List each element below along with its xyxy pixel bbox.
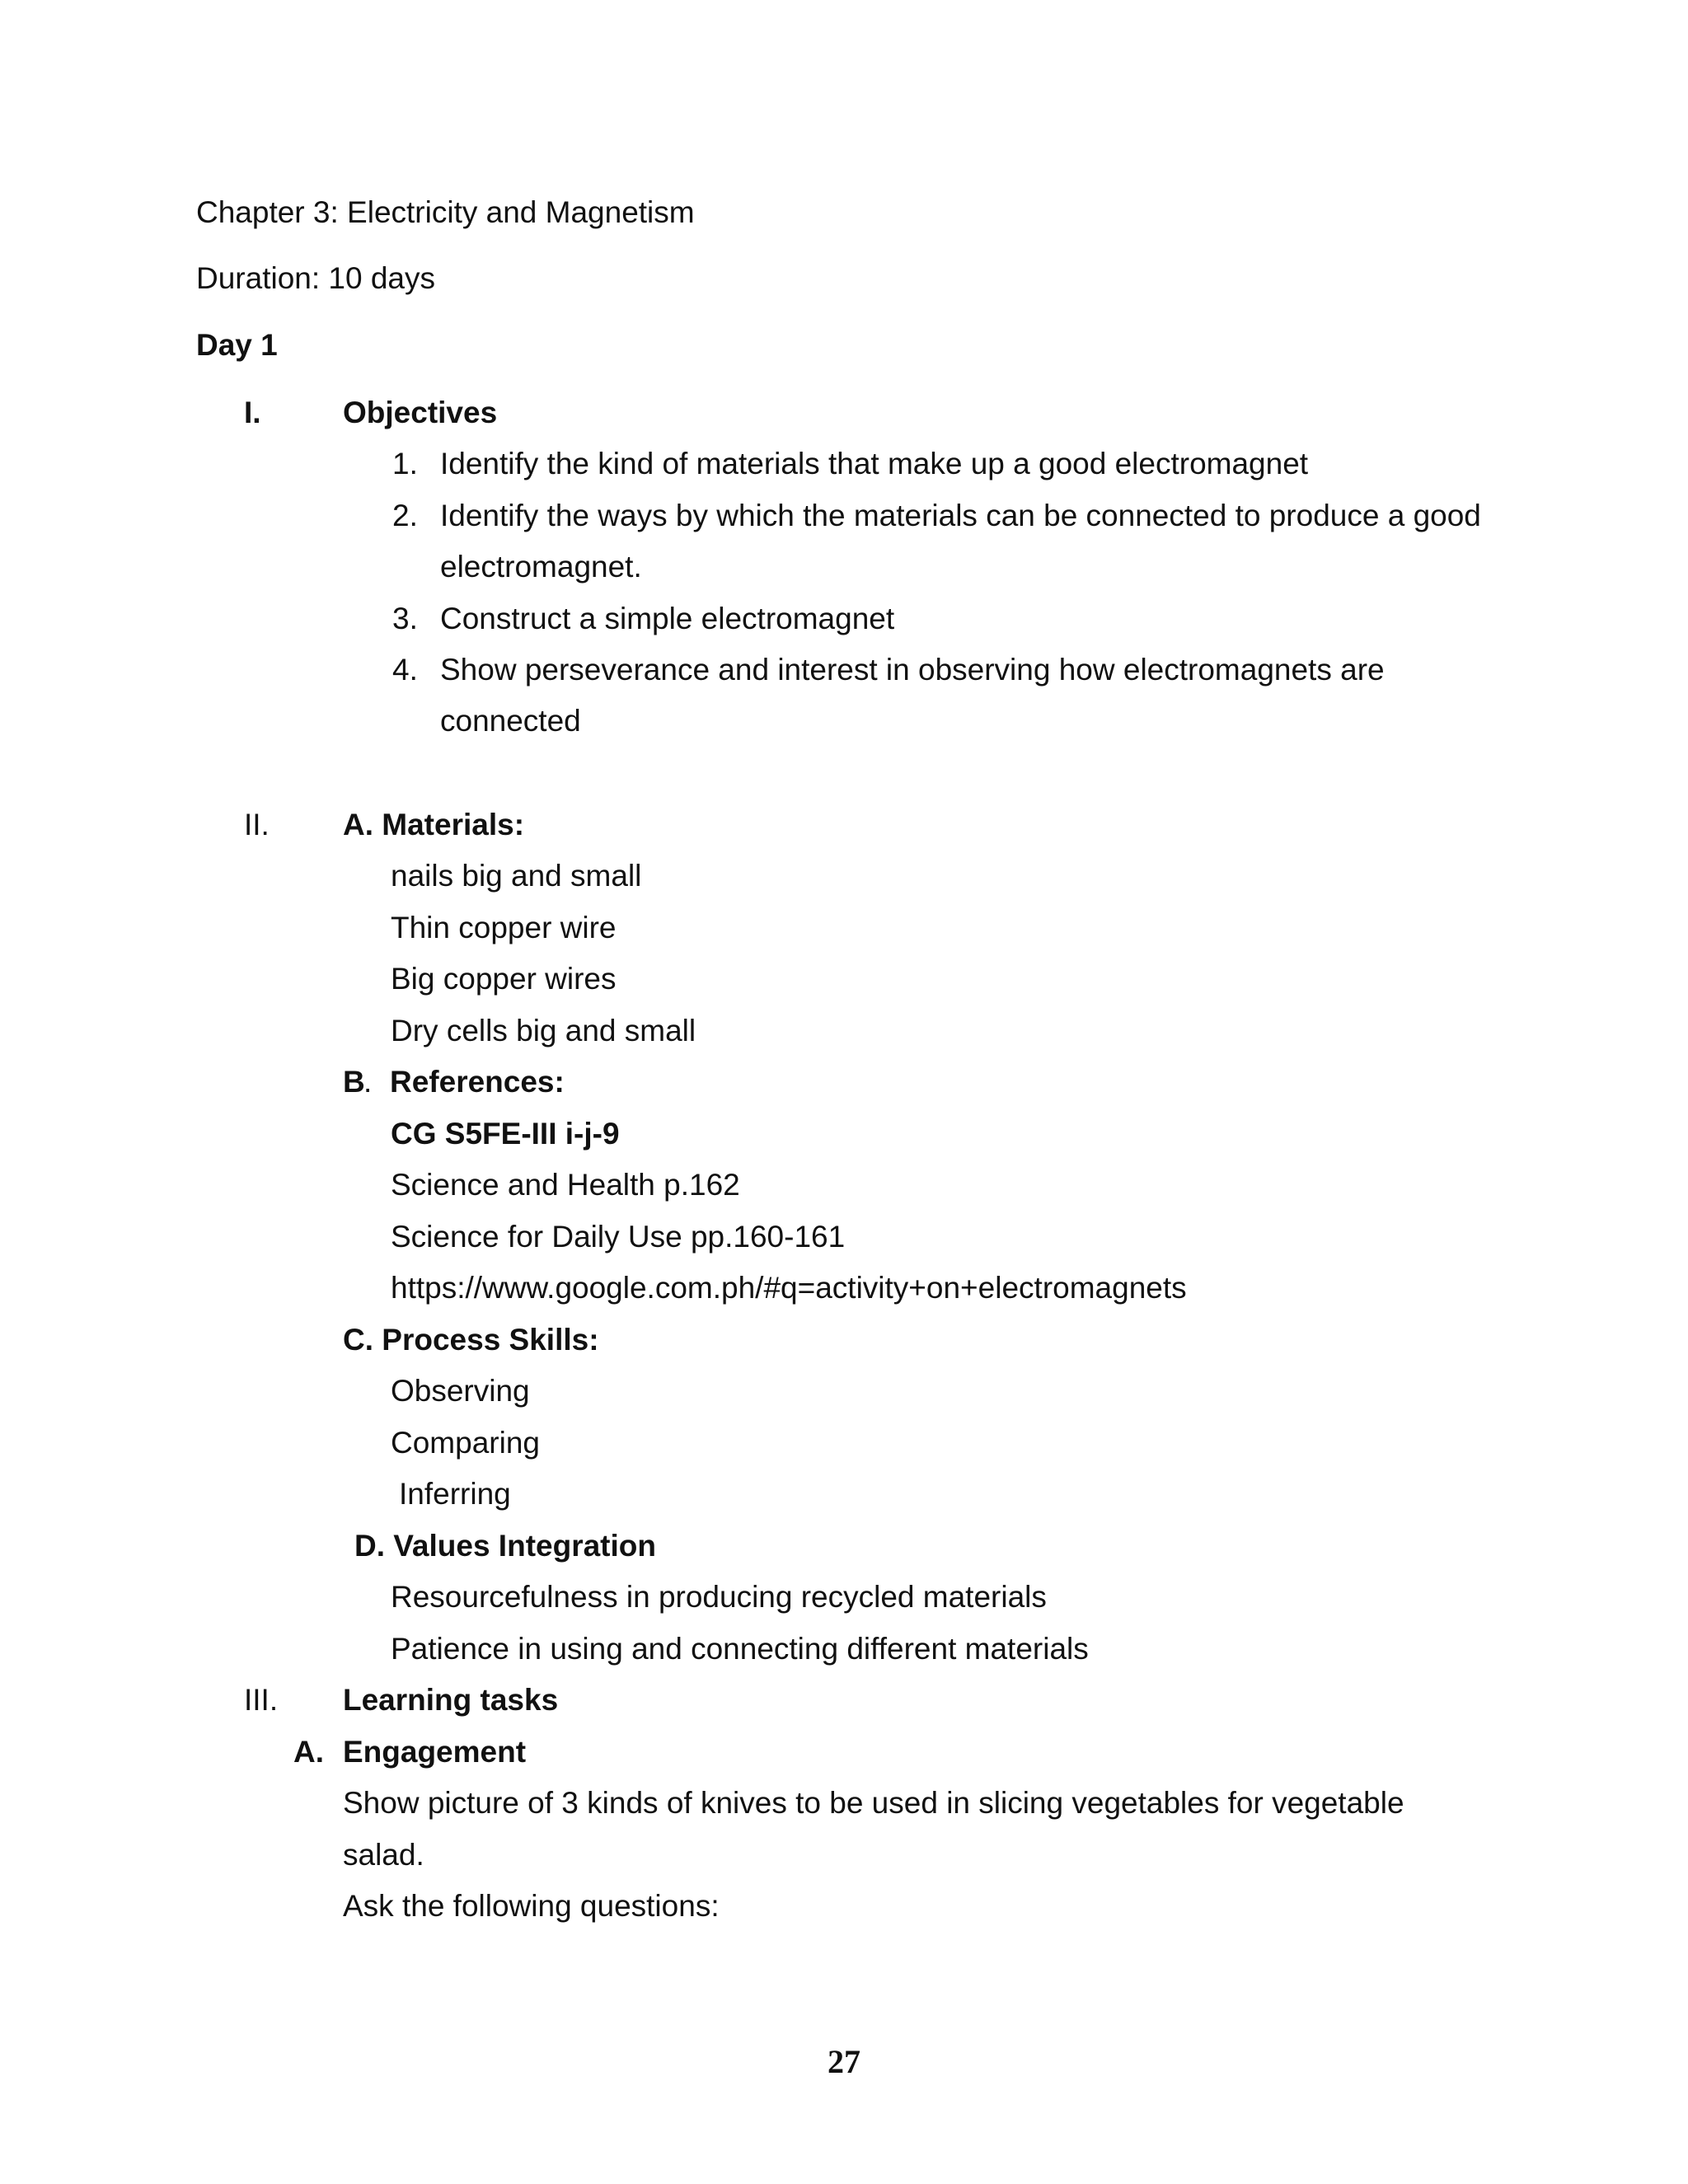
objective-4-text: Show perseverance and interest in observing how electromagnets are: [440, 653, 1385, 687]
objective-4-text-cont: connected: [440, 704, 581, 738]
objective-1-number: 1.: [392, 447, 418, 480]
duration: Duration: 10 days: [196, 261, 436, 295]
engagement-heading: Engagement: [343, 1735, 527, 1769]
values-integration-heading: D. Values Integration: [354, 1529, 656, 1563]
process-skill-item: Comparing: [391, 1426, 540, 1460]
value-item: Patience in using and connecting different materials: [391, 1632, 1089, 1666]
engagement-question-intro: Ask the following questions:: [343, 1889, 720, 1923]
references-dot: .: [363, 1065, 373, 1099]
objective-2-text: Identify the ways by which the materials can be connected to produce a good: [440, 499, 1481, 532]
process-skill-item: Observing: [391, 1374, 530, 1408]
objective-2-text-cont: electromagnet.: [440, 550, 642, 583]
references-heading: References:: [390, 1065, 565, 1099]
objectives-heading: Objectives: [343, 396, 498, 429]
process-skill-item: Inferring: [399, 1477, 511, 1511]
section-1-numeral: I.: [244, 396, 261, 429]
reference-item: Science and Health p.162: [391, 1168, 740, 1202]
objective-3-number: 3.: [392, 602, 418, 635]
chapter-title: Chapter 3: Electricity and Magnetism: [196, 195, 695, 229]
reference-link: https://www.google.com.ph/#q=activity+on+electromagnets: [391, 1271, 1187, 1305]
day-heading: Day 1: [196, 328, 278, 362]
engagement-text-cont: salad.: [343, 1838, 424, 1872]
process-skills-heading: C. Process Skills:: [343, 1323, 599, 1357]
material-item: Thin copper wire: [391, 911, 617, 944]
materials-heading: A. Materials:: [343, 808, 525, 841]
material-item: nails big and small: [391, 859, 642, 893]
reference-item: Science for Daily Use pp.160-161: [391, 1220, 846, 1254]
references-letter: B: [343, 1065, 365, 1099]
learning-tasks-heading: Learning tasks: [343, 1683, 559, 1717]
material-item: Dry cells big and small: [391, 1014, 696, 1047]
objective-3-text: Construct a simple electromagnet: [440, 602, 895, 635]
section-2-numeral: II.: [244, 808, 270, 841]
objective-1-text: Identify the kind of materials that make up a good electromagnet: [440, 447, 1309, 480]
curriculum-code: CG S5FE-III i-j-9: [391, 1117, 620, 1151]
objective-4-number: 4.: [392, 653, 418, 687]
section-3-numeral: III.: [244, 1683, 279, 1717]
engagement-text: Show picture of 3 kinds of knives to be used in slicing vegetables for vegetable: [343, 1786, 1404, 1820]
engagement-letter: A.: [293, 1735, 324, 1769]
objective-2-number: 2.: [392, 499, 418, 532]
page-number: 27: [828, 2043, 860, 2080]
material-item: Big copper wires: [391, 962, 617, 996]
value-item: Resourcefulness in producing recycled materials: [391, 1580, 1047, 1614]
